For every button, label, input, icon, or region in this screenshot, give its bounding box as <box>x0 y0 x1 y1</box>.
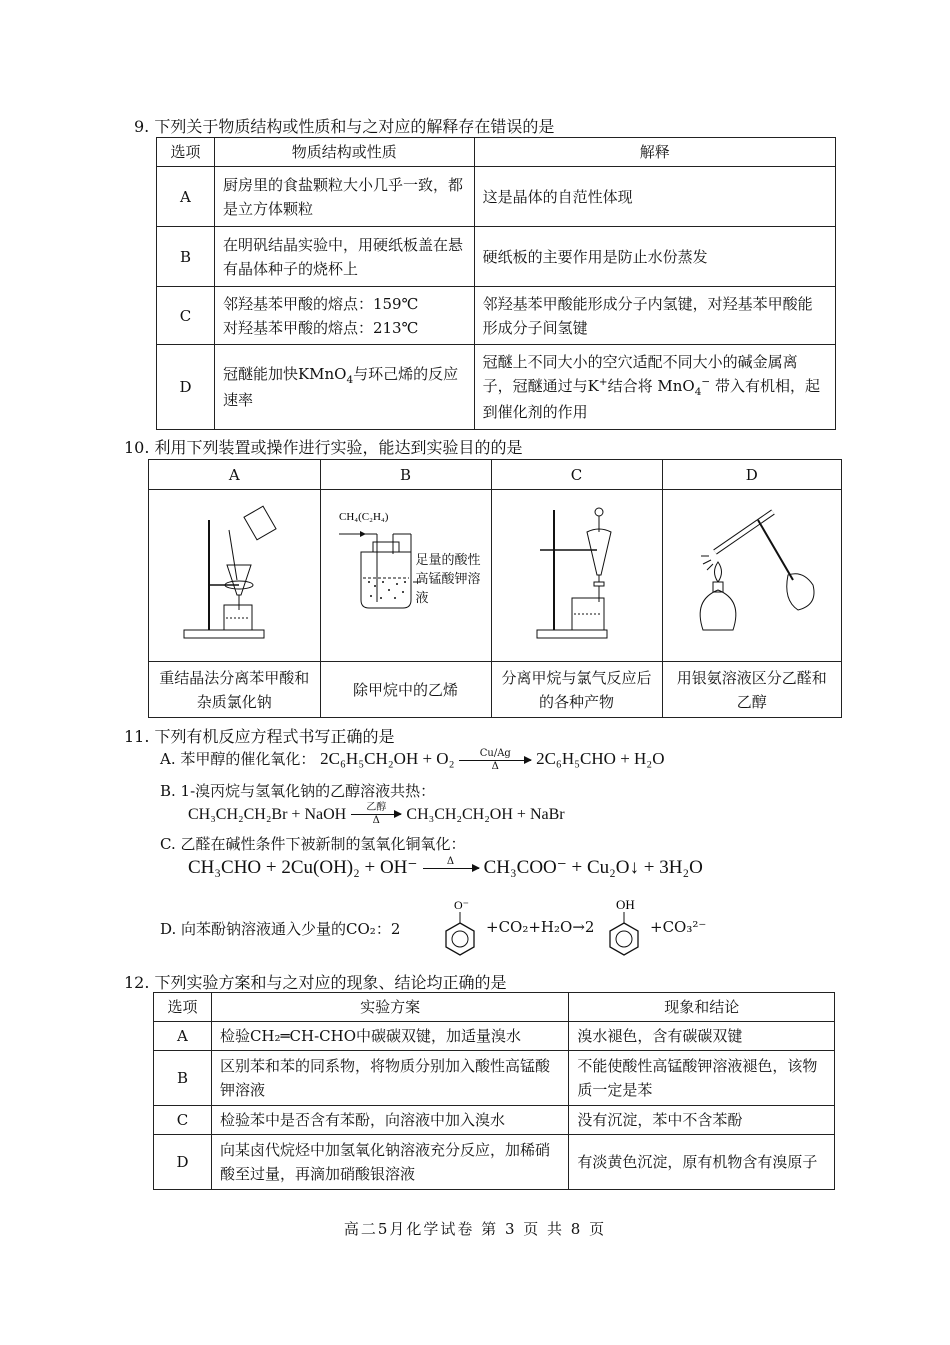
phenoxide-ring-icon <box>440 895 480 965</box>
q12-row-c-option: C <box>154 1106 212 1135</box>
q11-a-arrow <box>459 749 531 772</box>
page-footer: 高二5月化学试卷 第 3 页 共 8 页 <box>343 1220 607 1238</box>
q9-row-c-property-line2: 对羟基苯甲酸的熔点：213℃ <box>222 318 419 337</box>
test-tube-heating-diagram <box>663 490 841 654</box>
q11-a-label: A. 苯甲醇的催化氧化： <box>160 750 316 768</box>
q12-row-d-result: 有淡黄色沉淀，原有机物含有溴原子 <box>569 1135 835 1190</box>
q9-row-a-option: A <box>157 167 215 227</box>
b-solution-label: 足量的酸性高锰酸钾溶液 <box>415 553 481 606</box>
q11-c-cond-top: Δ <box>446 856 455 867</box>
q9-row-c-property-line1: 邻羟基苯甲酸的熔点：159℃ <box>222 294 419 313</box>
q10-caption-b: 除甲烷中的乙烯 <box>320 662 491 718</box>
q9-row-d-property <box>214 345 474 430</box>
q11-d-end: +CO₃²⁻ <box>650 918 707 936</box>
q9-row-d-exp-sub2: 4 <box>694 385 702 398</box>
q12-header-result: 现象和结论 <box>569 993 835 1022</box>
q9-row-a-explanation: 这是晶体的自范性体现 <box>474 167 835 227</box>
q9-row-d-exp-sup: + <box>598 375 608 388</box>
q10-apparatus-a <box>149 490 321 662</box>
q10-caption-d: 用银氨溶液区分乙醛和乙醇 <box>662 662 842 718</box>
q9-row-d-exp-b: 结合将 MnO <box>607 376 695 395</box>
q12-row-d-plan: 向某卤代烷烃中加氢氧化钠溶液充分反应，加稀硝酸至过量，再滴加硝酸银溶液 <box>211 1135 568 1190</box>
q12-row-b-result: 不能使酸性高锰酸钾溶液褪色，该物质一定是苯 <box>569 1051 835 1106</box>
q11-title: 11. 下列有机反应方程式书写正确的是 <box>124 727 395 746</box>
q9-row-d-exp-a: 冠醚上不同大小的空穴适配不同大小的碱金属离子，冠醚通过与K <box>482 352 798 395</box>
q12-row-c-plan: 检验苯中是否含有苯酚，向溶液中加入溴水 <box>211 1106 568 1135</box>
q11-b-rhs: CH₃CH₂CH₂OH + NaBr <box>406 806 565 823</box>
q9-row-b-property: 在明矾结晶实验中，用硬纸板盖在悬有晶体种子的烧杯上 <box>214 227 474 287</box>
q10-table <box>148 459 842 718</box>
q10-apparatus-d <box>662 490 842 662</box>
q12-header-plan: 实验方案 <box>211 993 568 1022</box>
q11-option-b-label: B. 1-溴丙烷与氢氧化钠的乙醇溶液共热： <box>160 782 436 800</box>
q9-header-property: 物质结构或性质 <box>214 138 474 167</box>
q11-c-lhs: CH₃CHO + 2Cu(OH)₂ + OH⁻ <box>188 857 418 878</box>
q12-row-b-plan: 区别苯和苯的同系物，将物质分别加入酸性高锰酸钾溶液 <box>211 1051 568 1106</box>
q11-b-cond-top: 乙醇 <box>366 802 387 813</box>
q12-row-a-option: A <box>154 1022 212 1051</box>
svg-text:OH: OH <box>616 897 635 912</box>
q9-row-b-explanation: 硬纸板的主要作用是防止水份蒸发 <box>474 227 835 287</box>
svg-text:O⁻: O⁻ <box>454 898 469 912</box>
q11-a-cond-bot: Δ <box>491 760 499 772</box>
q11-option-c-equation <box>188 856 703 880</box>
q11-option-b-equation <box>188 803 565 826</box>
q11-option-c-label: C. 乙醛在碱性条件下被新制的氢氧化铜氧化： <box>160 835 466 853</box>
q9-row-a-property: 厨房里的食盐颗粒大小几乎一致，都是立方体颗粒 <box>214 167 474 227</box>
q12-table <box>153 992 835 1190</box>
q10-title: 10. 利用下列装置或操作进行实验，能达到实验目的的是 <box>124 438 523 457</box>
separatory-funnel-diagram <box>492 490 662 654</box>
q10-apparatus-b <box>320 490 491 662</box>
q11-a-rhs: 2C₆H₅CHO + H₂O <box>536 749 665 768</box>
b-gas-label: CH₄(C₂H₄) <box>338 511 388 523</box>
q9-row-d-prop-a: 冠醚能加快KMnO <box>222 364 347 383</box>
filtration-apparatus-diagram <box>149 490 319 654</box>
q9-row-d-explanation <box>474 345 835 430</box>
q12-header-option: 选项 <box>154 993 212 1022</box>
q12-row-b-option: B <box>154 1051 212 1106</box>
q10-header-b: B <box>320 460 491 490</box>
q11-d-mid: +CO₂+H₂O→2 <box>486 918 595 936</box>
q11-a-cond-top: Cu/Ag <box>479 747 511 759</box>
q12-row-a-result: 溴水褪色，含有碳碳双键 <box>569 1022 835 1051</box>
q11-c-rhs: CH₃COO⁻ + Cu₂O↓ + 3H₂O <box>483 857 703 878</box>
q11-b-lhs: CH₃CH₂CH₂Br + NaOH <box>188 806 347 823</box>
q11-c-arrow <box>423 857 479 880</box>
q9-title: 9. 下列关于物质结构或性质和与之对应的解释存在错误的是 <box>134 117 555 136</box>
q9-row-d-exp-c: 带入有机相，起到催化剂的作用 <box>482 376 820 422</box>
q9-row-d-exp-sup2: − <box>701 375 711 388</box>
q10-header-c: C <box>491 460 662 490</box>
q9-row-d-prop-sub: 4 <box>346 373 354 386</box>
q12-row-a-plan: 检验CH₂═CH-CHO中碳碳双键，加适量溴水 <box>211 1022 568 1051</box>
q9-table <box>156 137 836 430</box>
q9-row-b-option: B <box>157 227 215 287</box>
q11-b-arrow <box>351 803 401 826</box>
q9-header-option: 选项 <box>157 138 215 167</box>
q11-a-lhs: 2C₆H₅CH₂OH + O₂ <box>320 749 455 768</box>
q10-caption-a: 重结晶法分离苯甲酸和杂质氯化钠 <box>149 662 321 718</box>
q10-header-a: A <box>149 460 321 490</box>
q12-row-c-result: 没有沉淀，苯中不含苯酚 <box>569 1106 835 1135</box>
q11-b-cond-bot: Δ <box>372 815 380 826</box>
q10-apparatus-c <box>491 490 662 662</box>
q12-row-d-option: D <box>154 1135 212 1190</box>
q9-row-c-explanation: 邻羟基苯甲酸能形成分子内氢键，对羟基苯甲酸能形成分子间氢键 <box>474 287 835 345</box>
q9-row-d-prop-b: 与环己烯的反应速率 <box>222 364 459 410</box>
q11-option-d-label: D. 向苯酚钠溶液通入少量的CO₂：2 <box>160 920 401 938</box>
phenol-ring-icon <box>604 895 644 965</box>
q10-caption-c: 分离甲烷与氯气反应后的各种产物 <box>491 662 662 718</box>
q9-row-c-option: C <box>157 287 215 345</box>
q12-title: 12. 下列实验方案和与之对应的现象、结论均正确的是 <box>124 973 507 992</box>
q9-row-d-option: D <box>157 345 215 430</box>
q10-header-d: D <box>662 460 842 490</box>
q9-header-explanation: 解释 <box>474 138 835 167</box>
q9-row-c-property <box>214 287 474 345</box>
q11-option-a <box>160 748 665 772</box>
